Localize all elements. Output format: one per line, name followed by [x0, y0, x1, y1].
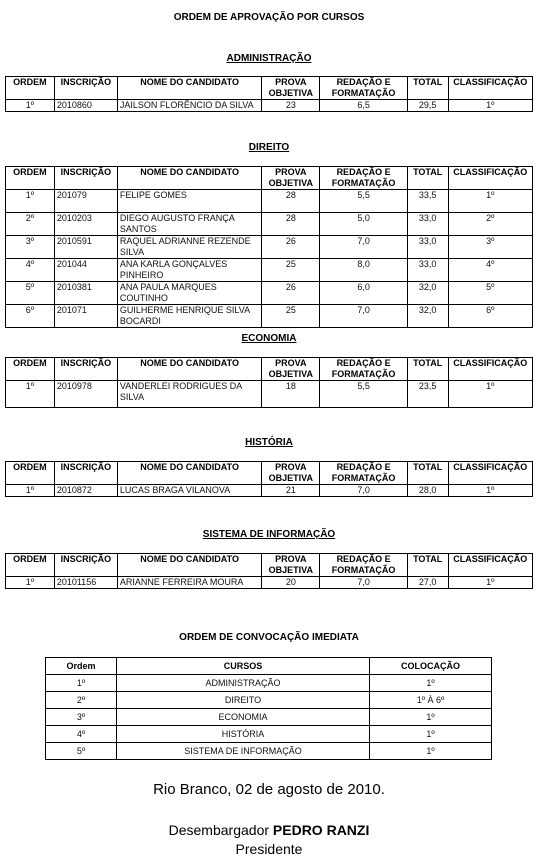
cell-nome: ARIANNE FERREIRA MOURA	[117, 577, 261, 589]
cell-classificacao: 2º	[448, 213, 533, 236]
cell-cursos: DIREITO	[117, 692, 370, 709]
cell-inscricao: 2010872	[54, 485, 117, 497]
column-header-inscricao: INSCRIÇÃO	[54, 358, 117, 381]
table-row	[46, 709, 492, 726]
table-header-row	[6, 358, 533, 381]
cell-total: 28,0	[407, 485, 448, 497]
column-header-colocacao: COLOCAÇÃO	[370, 658, 492, 675]
cell-cursos: ADMINISTRAÇÃO	[117, 675, 370, 692]
column-header-nome: NOME DO CANDIDATO	[117, 167, 261, 190]
column-header-order: ORDEM	[6, 358, 55, 381]
cell-nome: ANA PAULA MARQUES COUTINHO	[117, 282, 261, 305]
cell-order: 3º	[6, 236, 55, 259]
cell-inscricao: 2010591	[54, 236, 117, 259]
table-row	[6, 282, 533, 305]
cell-classificacao: 1º	[448, 381, 533, 408]
cell-prova: 18	[262, 381, 320, 408]
cell-inscricao: 201071	[54, 305, 117, 328]
cell-ordem: 5º	[46, 743, 117, 760]
column-header-classificacao: CLASSIFICAÇÃO	[448, 462, 533, 485]
results-table-economia	[5, 357, 533, 408]
page-title: ORDEM DE APROVAÇÃO POR CURSOS	[173, 12, 365, 23]
table-header-row	[6, 167, 533, 190]
column-header-nome: NOME DO CANDIDATO	[117, 358, 261, 381]
cell-total: 33,0	[407, 259, 448, 282]
table-row	[6, 190, 533, 213]
cell-nome: RAQUEL ADRIANNE REZENDE SILVA	[117, 236, 261, 259]
column-header-order: ORDEM	[6, 77, 55, 100]
cell-classificacao: 6º	[448, 305, 533, 328]
cell-prova: 26	[262, 282, 320, 305]
column-header-classificacao: CLASSIFICAÇÃO	[448, 77, 533, 100]
cell-redacao: 5,5	[320, 381, 407, 408]
cell-redacao: 7,0	[320, 485, 407, 497]
cell-total: 33,5	[407, 190, 448, 213]
cell-inscricao: 2010381	[54, 282, 117, 305]
signer-role: Presidente	[235, 841, 303, 857]
section-title-administracao: ADMINISTRAÇÃO	[226, 53, 312, 64]
column-header-inscricao: INSCRIÇÃO	[54, 462, 117, 485]
cell-nome: LUCAS BRAGA VILANOVA	[117, 485, 261, 497]
column-header-total: TOTAL	[407, 554, 448, 577]
column-header-prova: PROVA OBJETIVA	[262, 462, 320, 485]
cell-cursos: ECONOMIA	[117, 709, 370, 726]
cell-prova: 28	[262, 213, 320, 236]
cell-total: 33,0	[407, 213, 448, 236]
cell-nome: FELIPE GOMES	[117, 190, 261, 213]
cell-cursos: HISTÓRIA	[117, 726, 370, 743]
section-title-historia: HISTÓRIA	[245, 437, 293, 448]
cell-order: 1º	[6, 100, 55, 112]
column-header-redacao: REDAÇÃO E FORMATAÇÃO	[320, 167, 407, 190]
cell-redacao: 8,0	[320, 259, 407, 282]
column-header-inscricao: INSCRIÇÃO	[54, 77, 117, 100]
cell-order: 5º	[6, 282, 55, 305]
cell-prova: 21	[262, 485, 320, 497]
cell-total: 32,0	[407, 282, 448, 305]
cell-classificacao: 1º	[448, 100, 533, 112]
section-title-sistema-informacao: SISTEMA DE INFORMAÇÃO	[202, 529, 336, 540]
cell-classificacao: 5º	[448, 282, 533, 305]
cell-total: 23,5	[407, 381, 448, 408]
cell-order: 4º	[6, 259, 55, 282]
cell-colocacao: 1º	[370, 675, 492, 692]
column-header-total: TOTAL	[407, 77, 448, 100]
cell-inscricao: 2010860	[54, 100, 117, 112]
column-header-total: TOTAL	[407, 167, 448, 190]
cell-order: 1º	[6, 381, 55, 408]
table-header-row	[6, 462, 533, 485]
cell-colocacao: 1º	[370, 726, 492, 743]
cell-ordem: 2º	[46, 692, 117, 709]
table-row	[6, 305, 533, 328]
cell-redacao: 5,0	[320, 213, 407, 236]
table-row	[46, 726, 492, 743]
column-header-prova: PROVA OBJETIVA	[262, 167, 320, 190]
column-header-prova: PROVA OBJETIVA	[262, 554, 320, 577]
cell-redacao: 6,5	[320, 100, 407, 112]
table-row	[46, 675, 492, 692]
results-table-administracao	[5, 76, 533, 112]
cell-nome: JAILSON FLORÊNCIO DA SILVA	[117, 100, 261, 112]
table-row	[46, 743, 492, 760]
cell-inscricao: 2010203	[54, 213, 117, 236]
cell-colocacao: 1º	[370, 743, 492, 760]
column-header-classificacao: CLASSIFICAÇÃO	[448, 167, 533, 190]
cell-order: 1º	[6, 485, 55, 497]
cell-ordem: 4º	[46, 726, 117, 743]
cell-prova: 25	[262, 259, 320, 282]
column-header-order: ORDEM	[6, 554, 55, 577]
section-title-direito: DIREITO	[248, 142, 290, 153]
results-table-direito	[5, 166, 533, 328]
cell-prova: 20	[262, 577, 320, 589]
cell-colocacao: 1º	[370, 709, 492, 726]
column-header-redacao: REDAÇÃO E FORMATAÇÃO	[320, 77, 407, 100]
cell-redacao: 6,0	[320, 282, 407, 305]
cell-prova: 23	[262, 100, 320, 112]
column-header-total: TOTAL	[407, 358, 448, 381]
column-header-nome: NOME DO CANDIDATO	[117, 77, 261, 100]
cell-prova: 28	[262, 190, 320, 213]
signer-title: Desembargador	[168, 822, 270, 838]
column-header-redacao: REDAÇÃO E FORMATAÇÃO	[320, 358, 407, 381]
column-header-inscricao: INSCRIÇÃO	[54, 554, 117, 577]
column-header-order: ORDEM	[6, 462, 55, 485]
convocacao-table	[45, 657, 492, 760]
cell-nome: VANDERLEI RODRIGUES DA SILVA	[117, 381, 261, 408]
cell-inscricao: 201044	[54, 259, 117, 282]
table-row	[6, 577, 533, 589]
cell-total: 33,0	[407, 236, 448, 259]
cell-order: 1º	[6, 577, 55, 589]
cell-total: 27,0	[407, 577, 448, 589]
signer-name: PEDRO RANZI	[272, 822, 370, 838]
cell-classificacao: 1º	[448, 190, 533, 213]
cell-nome: ANA KARLA GONÇALVES PINHEIRO	[117, 259, 261, 282]
column-header-nome: NOME DO CANDIDATO	[117, 462, 261, 485]
cell-ordem: 1º	[46, 675, 117, 692]
cell-nome: DIEGO AUGUSTO FRANÇA SANTOS	[117, 213, 261, 236]
table-row	[6, 381, 533, 408]
table-row	[46, 692, 492, 709]
table-row	[6, 100, 533, 112]
cell-cursos: SISTEMA DE INFORMAÇÃO	[117, 743, 370, 760]
results-table-historia	[5, 461, 533, 497]
cell-nome: GUILHERME HENRIQUE SILVA BOCARDI	[117, 305, 261, 328]
table-header-row	[46, 658, 492, 675]
column-header-prova: PROVA OBJETIVA	[262, 77, 320, 100]
column-header-cursos: CURSOS	[117, 658, 370, 675]
table-row	[6, 213, 533, 236]
column-header-prova: PROVA OBJETIVA	[262, 358, 320, 381]
cell-inscricao: 2010978	[54, 381, 117, 408]
column-header-order: ORDEM	[6, 167, 55, 190]
cell-inscricao: 20101156	[54, 577, 117, 589]
cell-colocacao: 1º À 6º	[370, 692, 492, 709]
cell-redacao: 7,0	[320, 236, 407, 259]
cell-redacao: 5,5	[320, 190, 407, 213]
cell-redacao: 7,0	[320, 305, 407, 328]
cell-inscricao: 201079	[54, 190, 117, 213]
table-row	[6, 259, 533, 282]
cell-classificacao: 1º	[448, 485, 533, 497]
cell-prova: 26	[262, 236, 320, 259]
column-header-nome: NOME DO CANDIDATO	[117, 554, 261, 577]
column-header-total: TOTAL	[407, 462, 448, 485]
column-header-classificacao: CLASSIFICAÇÃO	[448, 554, 533, 577]
cell-total: 29,5	[407, 100, 448, 112]
cell-classificacao: 3º	[448, 236, 533, 259]
table-header-row	[6, 77, 533, 100]
cell-prova: 25	[262, 305, 320, 328]
table-row	[6, 485, 533, 497]
cell-order: 2º	[6, 213, 55, 236]
convocacao-title: ORDEM DE CONVOCAÇÃO IMEDIATA	[179, 632, 359, 643]
table-row	[6, 236, 533, 259]
cell-order: 6º	[6, 305, 55, 328]
column-header-inscricao: INSCRIÇÃO	[54, 167, 117, 190]
place-date: Rio Branco, 02 de agosto de 2010.	[153, 781, 385, 798]
column-header-redacao: REDAÇÃO E FORMATAÇÃO	[320, 554, 407, 577]
column-header-classificacao: CLASSIFICAÇÃO	[448, 358, 533, 381]
cell-order: 1º	[6, 190, 55, 213]
cell-ordem: 3º	[46, 709, 117, 726]
cell-classificacao: 1º	[448, 577, 533, 589]
section-title-economia: ECONOMIA	[241, 333, 297, 344]
cell-classificacao: 4º	[448, 259, 533, 282]
cell-redacao: 7,0	[320, 577, 407, 589]
results-table-sistema-informacao	[5, 553, 533, 589]
column-header-redacao: REDAÇÃO E FORMATAÇÃO	[320, 462, 407, 485]
table-header-row	[6, 554, 533, 577]
cell-total: 32,0	[407, 305, 448, 328]
signer-line	[0, 822, 538, 838]
column-header-ordem: Ordem	[46, 658, 117, 675]
